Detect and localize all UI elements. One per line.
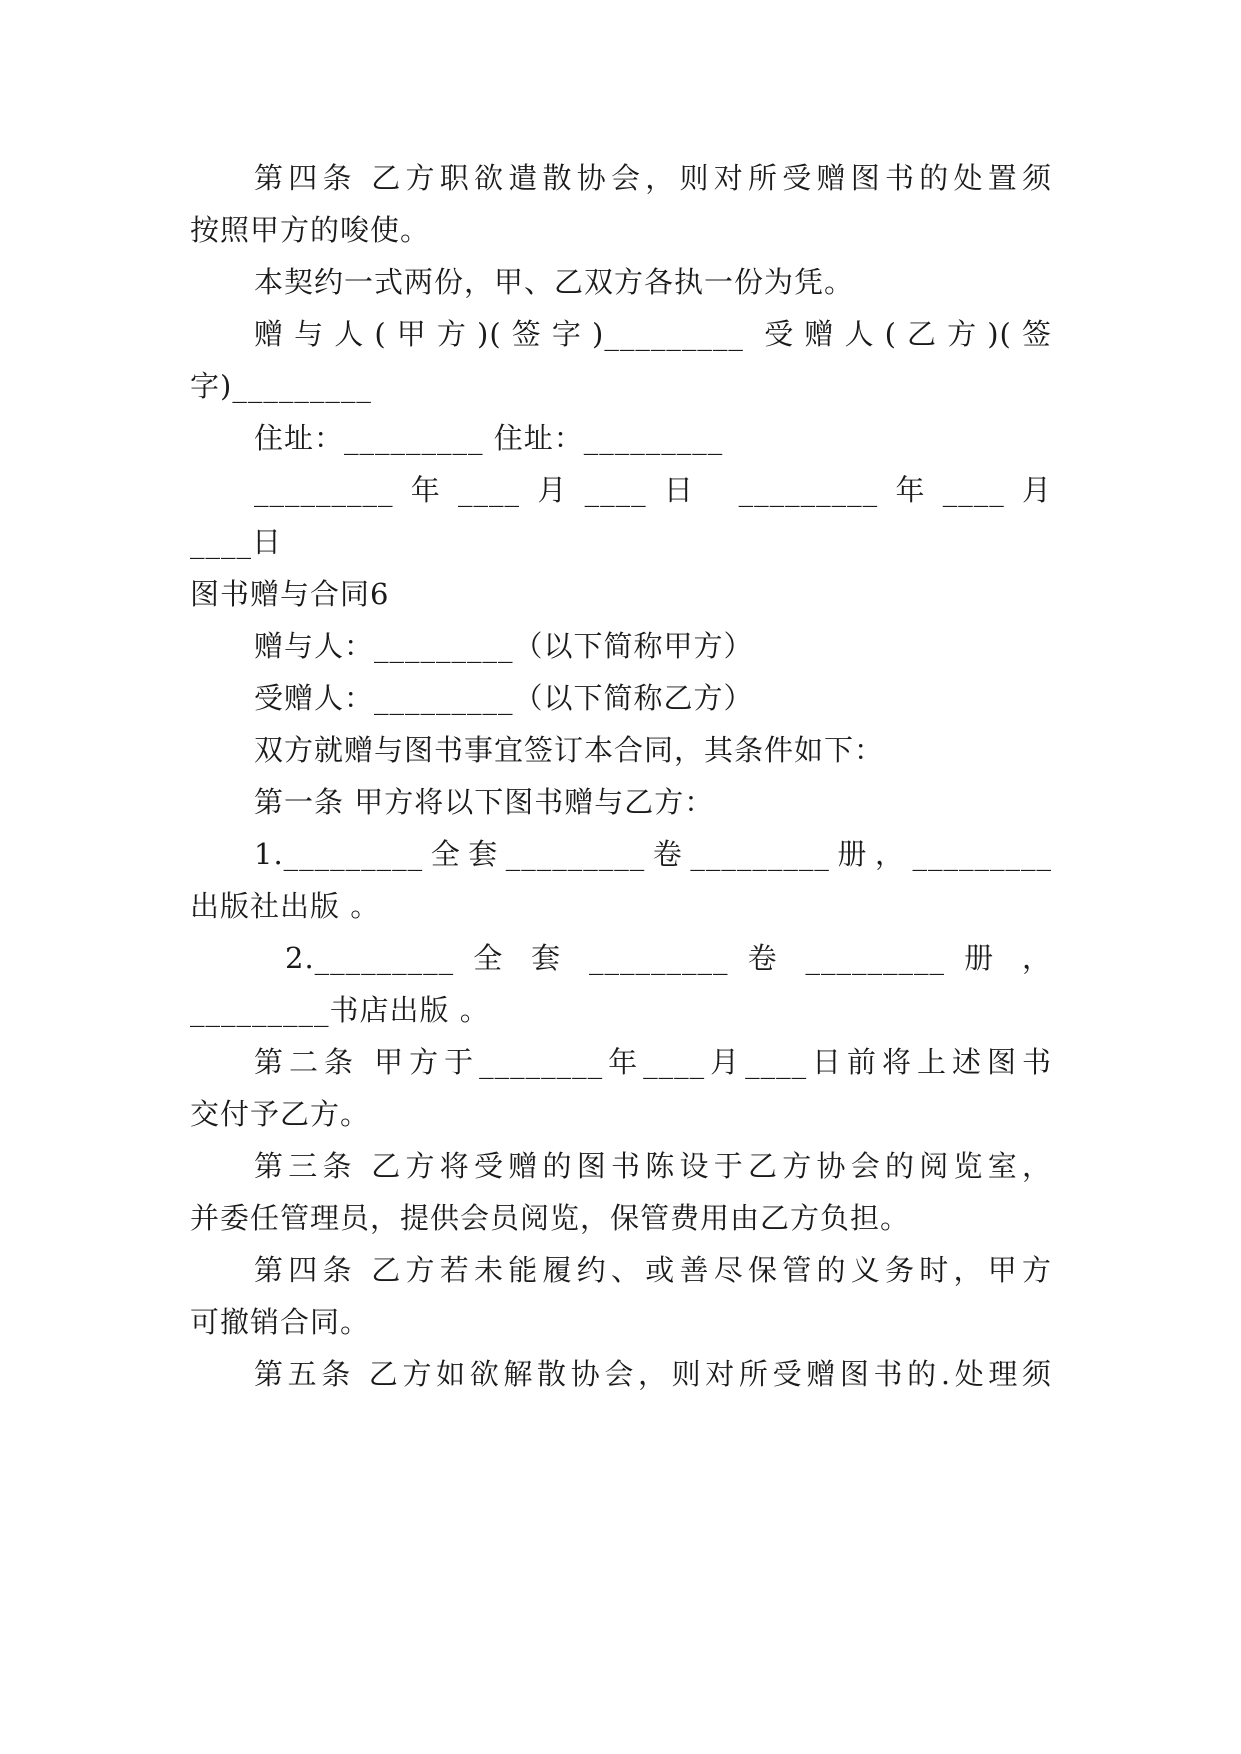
article-line: 第四条 乙方若未能履约、或善尽保管的义务时，甲方 xyxy=(254,1253,1052,1287)
article-line: 第五条 乙方如欲解散协会，则对所受赠图书的.处理须 xyxy=(254,1357,1052,1391)
paragraph-line: 按照甲方的唆使。 xyxy=(190,213,431,247)
signature-line: 赠与人(甲方)(签字)_________ 受赠人(乙方)(签 xyxy=(254,317,1052,351)
list-item: 1._________全套_________卷_________册，_________ xyxy=(254,837,1052,871)
address-line: 住址：_________ 住址：_________ xyxy=(254,421,724,455)
list-item: 出版社出版 。 xyxy=(190,889,381,923)
date-line: _________年____月____日 _________年____月 xyxy=(254,473,1052,507)
list-item: _________书店出版 。 xyxy=(190,993,490,1027)
party-line: 受赠人：_________（以下简称乙方） xyxy=(254,681,754,715)
article-line: 第一条 甲方将以下图书赠与乙方： xyxy=(254,785,715,819)
article-line: 第三条 乙方将受赠的图书陈设于乙方协会的阅览室， xyxy=(254,1149,1052,1183)
paragraph-line: 第四条 乙方职欲遣散协会，则对所受赠图书的处置须 xyxy=(254,161,1052,195)
paragraph-line: 双方就赠与图书事宜签订本合同，其条件如下： xyxy=(254,733,885,767)
section-title: 图书赠与合同6 xyxy=(190,577,390,611)
list-item: 2._________ 全 套 _________ 卷 _________ 册 ， xyxy=(285,941,1052,975)
paragraph-line: 本契约一式两份，甲、乙双方各执一份为凭。 xyxy=(254,265,855,299)
date-line: ____日 xyxy=(190,525,283,559)
article-line: 并委任管理员，提供会员阅览，保管费用由乙方负担。 xyxy=(190,1201,911,1235)
article-line: 交付予乙方。 xyxy=(190,1097,371,1131)
party-line: 赠与人：_________（以下简称甲方） xyxy=(254,629,754,663)
article-line: 可撤销合同。 xyxy=(190,1305,371,1339)
article-line: 第二条 甲方于________年____月____日前将上述图书 xyxy=(254,1045,1052,1079)
signature-line: 字)_________ xyxy=(190,369,372,403)
